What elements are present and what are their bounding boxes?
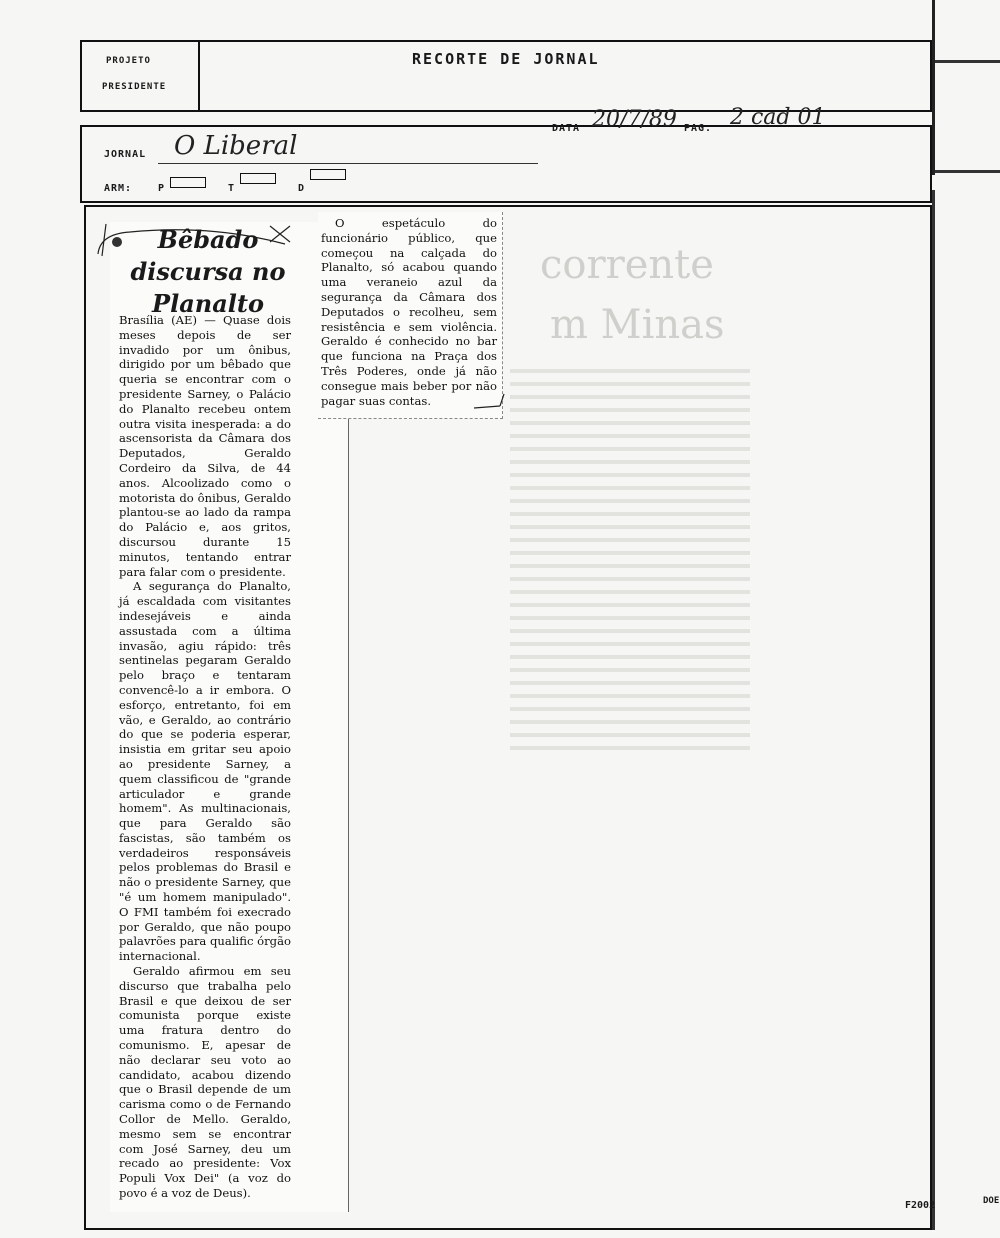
d-slot [310, 169, 346, 180]
data-label: DATA [552, 123, 581, 134]
jornal-value: O Liberal [174, 131, 298, 161]
d-label: D [298, 183, 306, 194]
paragraph: Geraldo afirmou em seu discurso que trabalha pelo Brasil e que deixou de ser comunista porque existe uma fratura dentro do comunismo. E, apesar de não declarar seu voto ao candidato, acabou dizendo que o Brasil depende de um carisma como o de Fernando Collor de Mello. Geraldo, mesmo sem se encontrar com José Sarney, deu um recado ao presidente: Vox Populi Vox Dei" (a voz do povo é a voz de Deus). [119, 964, 291, 1201]
president-label: PRESIDENTE [102, 82, 167, 92]
paragraph: O espetáculo do funcionário público, que começou na calçada do Planalto, só acabou quando uma veraneio azul da segurança da Câmara dos Deputados o recolheu, sem resistência e sem violência. Geraldo é conhecido no bar que funciona na Praça dos Três Poderes, onde já não consegue mais beber por não pagar suas contas. [321, 216, 497, 408]
t-slot [240, 173, 276, 184]
ghost-print [540, 235, 725, 355]
pen-mark [470, 390, 510, 414]
sheet-edge [932, 0, 935, 95]
t-label: T [228, 183, 236, 194]
data-value: 20/7/89 [592, 107, 677, 132]
sheet-edge-tab [935, 170, 1000, 173]
sheet-edge [932, 90, 935, 175]
pag-label: PAG. [684, 123, 713, 134]
form-title: RECORTE DE JORNAL [412, 50, 600, 68]
arm-label: ARM: [104, 183, 133, 194]
article-headline: Bêbado discursa no Planalto [130, 225, 286, 318]
p-label: P [158, 183, 166, 194]
archive-code-edge: DOE [983, 1196, 1000, 1206]
ghost-line-2: m Minas [550, 302, 725, 348]
archive-code: F2002 [905, 1200, 936, 1211]
project-box [82, 42, 200, 110]
jornal-label: JORNAL [104, 149, 147, 160]
ghost-text-lines [510, 360, 750, 759]
metadata-box [80, 105, 932, 203]
sheet-edge-tab [935, 60, 1000, 63]
project-label: PROJETO [106, 56, 151, 66]
jornal-underline [158, 163, 538, 164]
article-column-right [321, 216, 497, 408]
form-header [80, 40, 932, 112]
paragraph: Brasília (AE) — Quase dois meses depois de ser invadido por um ônibus, dirigido por um bêbado que queria se encontrar com o presidente Sarney, o Palácio do Planalto recebeu ontem outra visita inesperada: a do ascensorista da Câmara dos Deputados, Geraldo Cordeiro da Silva, de 44 anos. Alcoolizado como o motorista do ônibus, Geraldo plantou-se ao lado da rampa do Palácio e, aos gritos, discursou durante 15 minutos, tentando entrar para falar com o presidente. [119, 313, 291, 579]
ghost-line-1: corrente [540, 242, 714, 288]
pag-value: 2 cad 01 [730, 105, 826, 130]
article-column-left [119, 313, 291, 1201]
paragraph: A segurança do Planalto, já escaldada com visitantes indesejáveis e ainda assustada com a última invasão, agiu rápido: três sentinelas pegaram Geraldo pelo braço e tentaram convencê-lo a ir embora. O esforço, entretanto, foi em vão, e Geraldo, ao contrário do que se poderia esperar, insistia em gritar seu apoio ao presidente Sarney, a quem classificou de "grande articulador e grande homem". As multinacionais, que para Geraldo são fascistas, são também os verdadeiros responsáveis pelos problemas do Brasil e não o presidente Sarney, que "é um homem manipulado". O FMI também foi execrado por Geraldo, que não poupo palavrões para qualific órgão internacional. [119, 579, 291, 964]
p-slot [170, 177, 206, 188]
sheet-edge [932, 190, 935, 1230]
